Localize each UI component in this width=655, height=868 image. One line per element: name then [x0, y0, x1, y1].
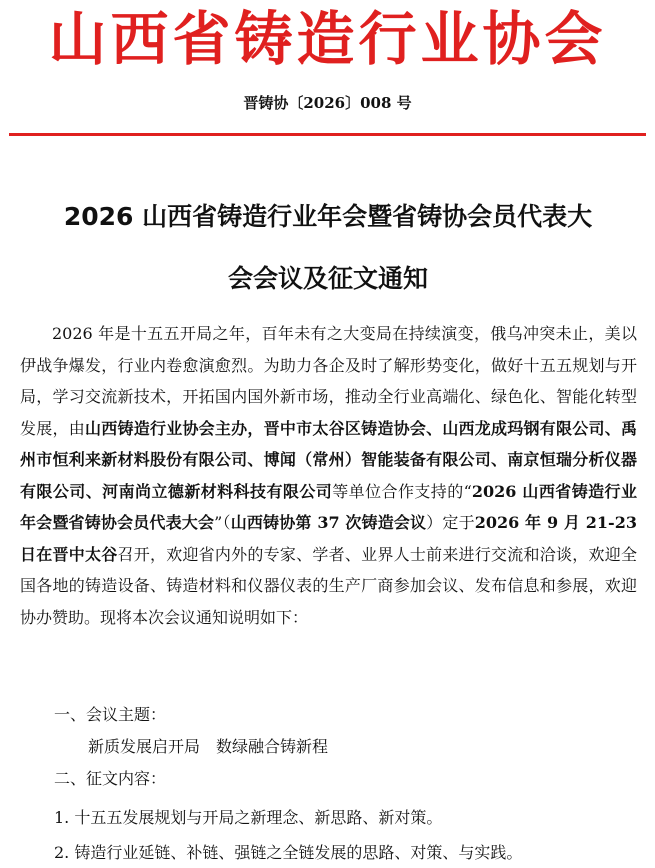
- header-divider: [9, 133, 646, 136]
- organization-title: 山西省铸造行业协会: [48, 5, 607, 73]
- notice-title-line-1: 2026 山西省铸造行业年会暨省铸协会员代表大: [63, 202, 593, 231]
- intro-paragraph: [20, 318, 637, 633]
- intro-segment: 2026 年是十五五开局之年，百年未有之大变局在持续演变，俄乌冲突未止，美以伊战争爆发，行业内卷愈演愈烈。为助力各企及时了解形势变化，做好十五五规划与开局，学习交流新技术，开拓国内国外新市场，推动全行业高端化、绿色化、智能化转型发展，由: [20, 324, 637, 438]
- notice-title: [18, 186, 638, 310]
- intro-segment-meeting-no: 山西铸协第 37 次铸造会议: [230, 513, 427, 532]
- paper-topic-item: 1. 十五五发展规划与开局之新理念、新思路、新对策。: [54, 808, 443, 827]
- meeting-theme-text: 新质发展启开局 数绿融合铸新程: [88, 737, 329, 756]
- paper-topic-item: 2. 铸造行业延链、补链、强链之全链发展的思路、对策、与实践。: [54, 843, 523, 862]
- section-heading-theme: 一、会议主题：: [54, 705, 167, 724]
- intro-segment-event-name: 2026 山西省铸造行业年会暨省铸协会员代表大会: [20, 481, 637, 532]
- notice-title-line-2: 会会议及征文通知: [227, 264, 428, 293]
- intro-segment-organizers: 山西铸造行业协会主办，晋中市太谷区铸造协会、山西龙成玛钢有限公司、禹州市恒利来新材料股份有限公司、博闻（常州）智能装备有限公司、南京恒瑞分析仪器有限公司、河南尚立德新材料科技有限公司: [20, 418, 637, 501]
- section-heading-papers: 二、征文内容：: [54, 769, 167, 788]
- intro-segment: ”（: [214, 513, 231, 532]
- document-number: 晋铸协〔2026〕008 号: [243, 94, 412, 112]
- intro-segment: 等单位合作支持的“: [332, 481, 472, 501]
- intro-segment: 召开，欢迎省内外的专家、学者、业界人士前来进行交流和洽谈，欢迎全国各地的铸造设备、铸造材料和仪器仪表的生产厂商参加会议、发布信息和参展，欢迎协办赞助。现将本次会议通知说明如下：: [20, 544, 637, 627]
- intro-segment-date-place: 2026 年 9 月 21-23 日在晋中太谷: [20, 513, 637, 564]
- intro-segment: ）定于: [426, 513, 475, 532]
